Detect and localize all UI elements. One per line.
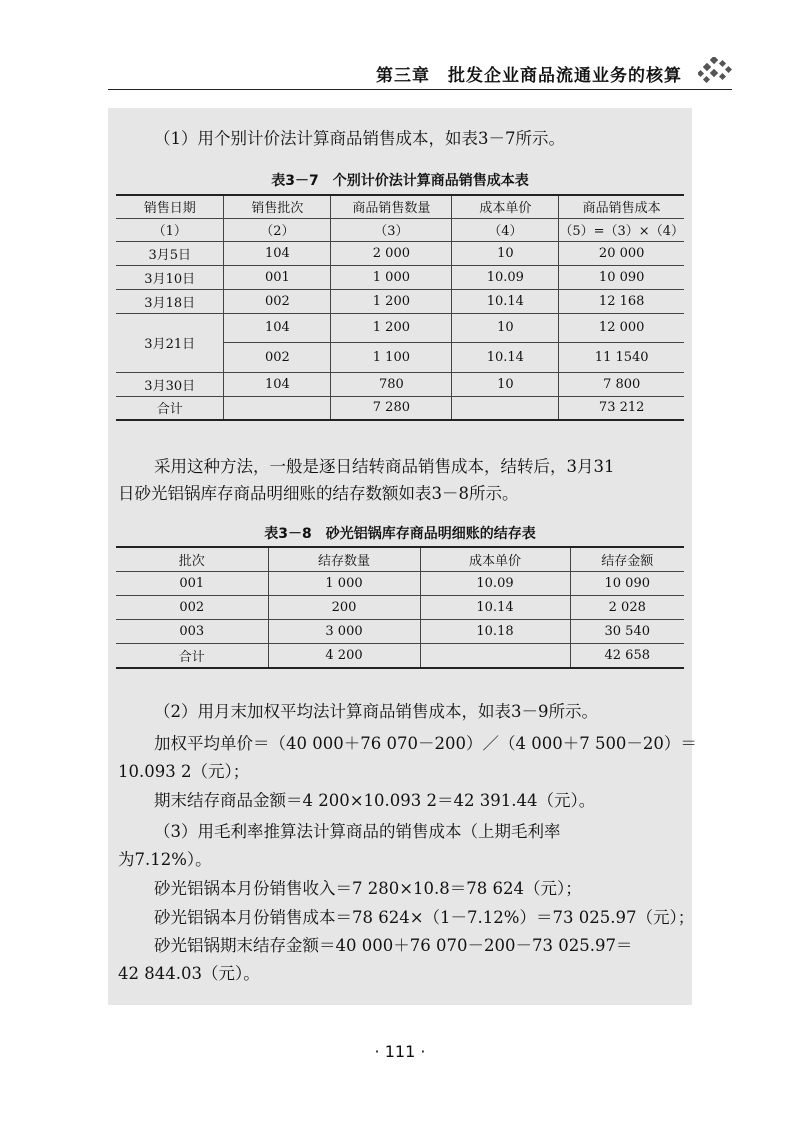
cost-cell: 10 090 [559, 265, 684, 289]
cost-cell: 7 800 [559, 372, 684, 396]
table-row [116, 313, 684, 342]
cost-cell: 12 000 [559, 313, 684, 342]
table-code-row [116, 218, 684, 241]
batch-cell: 001 [224, 265, 331, 289]
qty-cell: 1 200 [331, 289, 452, 313]
total-cost-cell: 73 212 [559, 396, 684, 420]
qty-cell: 3 000 [268, 619, 420, 643]
paragraph-ending-amount: 期末结存商品金额＝4 200×10.093 2＝42 391.44（元）。 [154, 791, 596, 810]
header-cell: 销售日期 [116, 195, 224, 218]
date-cell: 3月30日 [116, 372, 224, 396]
code-cell: （3） [331, 218, 452, 241]
qty-cell: 1 000 [331, 265, 452, 289]
batch-cell: 104 [224, 313, 331, 342]
table-3-8-caption: 表3－8 砂光铝锅库存商品明细账的结存表 [264, 526, 536, 542]
table-row [116, 241, 684, 265]
qty-cell: 1 200 [331, 313, 452, 342]
total-amount-cell: 42 658 [570, 643, 684, 668]
cost-cell: 20 000 [559, 241, 684, 265]
code-cell: （1） [116, 218, 224, 241]
table-header-row [116, 195, 684, 218]
total-qty-cell: 4 200 [268, 643, 420, 668]
total-qty-cell: 7 280 [331, 396, 452, 420]
price-cell: 10 [452, 372, 559, 396]
header-rule [108, 89, 732, 90]
paragraph-weighted-price-line2: 10.093 2（元）； [118, 762, 250, 781]
paragraph-method-3-line2: 为7.12%）。 [118, 850, 212, 869]
batch-cell: 002 [224, 289, 331, 313]
qty-cell: 780 [331, 372, 452, 396]
empty-cell [420, 643, 570, 668]
code-cell: （4） [452, 218, 559, 241]
amount-cell: 2 028 [570, 595, 684, 619]
empty-cell [452, 396, 559, 420]
page-number: · 111 · [374, 1042, 426, 1061]
amount-cell: 10 090 [570, 571, 684, 595]
header-cell: 结存金额 [570, 547, 684, 571]
table-total-row [116, 396, 684, 420]
table-3-7-caption: 表3－7 个别计价法计算商品销售成本表 [271, 173, 529, 189]
price-cell: 10.09 [420, 571, 570, 595]
price-cell: 10 [452, 313, 559, 342]
table-total-row [116, 643, 684, 668]
date-cell: 3月21日 [116, 313, 224, 372]
date-cell: 3月18日 [116, 289, 224, 313]
amount-cell: 30 540 [570, 619, 684, 643]
header-cell: 批次 [116, 547, 268, 571]
chapter-title: 第三章 批发企业商品流通业务的核算 [376, 66, 682, 86]
header-cell: 商品销售数量 [331, 195, 452, 218]
table-row [116, 619, 684, 643]
cost-cell: 12 168 [559, 289, 684, 313]
table-3-7 [116, 194, 684, 421]
paragraph-ending-balance-line1: 砂光铝锅期末结存金额＝40 000＋76 070－200－73 025.97＝ [154, 936, 633, 955]
price-cell: 10.09 [452, 265, 559, 289]
batch-cell: 002 [116, 595, 268, 619]
paragraph-ending-balance-line2: 42 844.03（元）。 [118, 964, 260, 983]
qty-cell: 1 100 [331, 342, 452, 372]
table-3-8 [116, 546, 684, 669]
header-cell: 成本单价 [452, 195, 559, 218]
batch-cell: 104 [224, 372, 331, 396]
header-cell: 销售批次 [224, 195, 331, 218]
price-cell: 10.18 [420, 619, 570, 643]
empty-cell [224, 396, 331, 420]
price-cell: 10.14 [452, 342, 559, 372]
paragraph-method-1: （1）用个别计价法计算商品销售成本，如表3－7所示。 [154, 129, 565, 148]
table-row [116, 571, 684, 595]
price-cell: 10.14 [420, 595, 570, 619]
table-row [116, 265, 684, 289]
total-label-cell: 合计 [116, 643, 268, 668]
paragraph-sales-cost: 砂光铝锅本月份销售成本＝78 624×（1－7.12%）＝73 025.97（元）； [154, 908, 695, 927]
qty-cell: 2 000 [331, 241, 452, 265]
batch-cell: 001 [116, 571, 268, 595]
date-cell: 3月5日 [116, 241, 224, 265]
chevron-ornament-icon [698, 57, 732, 83]
table-row [116, 289, 684, 313]
paragraph-carryover-line1: 采用这种方法，一般是逐日结转商品销售成本，结转后，3月31 [154, 457, 615, 476]
paragraph-carryover-line2: 日砂光铝锅库存商品明细账的结存数额如表3－8所示。 [118, 484, 519, 503]
cost-cell: 11 1540 [559, 342, 684, 372]
paragraph-sales-revenue: 砂光铝锅本月份销售收入＝7 280×10.8＝78 624（元）； [154, 879, 582, 898]
price-cell: 10 [452, 241, 559, 265]
paragraph-weighted-price-line1: 加权平均单价＝（40 000＋76 070－200）／（4 000＋7 500－20）＝ [154, 734, 697, 753]
batch-cell: 002 [224, 342, 331, 372]
total-label-cell: 合计 [116, 396, 224, 420]
content-panel [108, 108, 697, 1005]
batch-cell: 003 [116, 619, 268, 643]
code-cell: （2） [224, 218, 331, 241]
table-row [116, 595, 684, 619]
table-header-row [116, 547, 684, 571]
date-cell: 3月10日 [116, 265, 224, 289]
code-cell: （5）=（3）×（4） [559, 218, 684, 241]
qty-cell: 200 [268, 595, 420, 619]
batch-cell: 104 [224, 241, 331, 265]
paragraph-method-3-line1: （3）用毛利率推算法计算商品的销售成本（上期毛利率 [154, 822, 561, 841]
qty-cell: 1 000 [268, 571, 420, 595]
header-cell: 成本单价 [420, 547, 570, 571]
header-cell: 结存数量 [268, 547, 420, 571]
table-row [116, 372, 684, 396]
paragraph-method-2: （2）用月末加权平均法计算商品销售成本，如表3－9所示。 [154, 702, 598, 721]
price-cell: 10.14 [452, 289, 559, 313]
header-cell: 商品销售成本 [559, 195, 684, 218]
